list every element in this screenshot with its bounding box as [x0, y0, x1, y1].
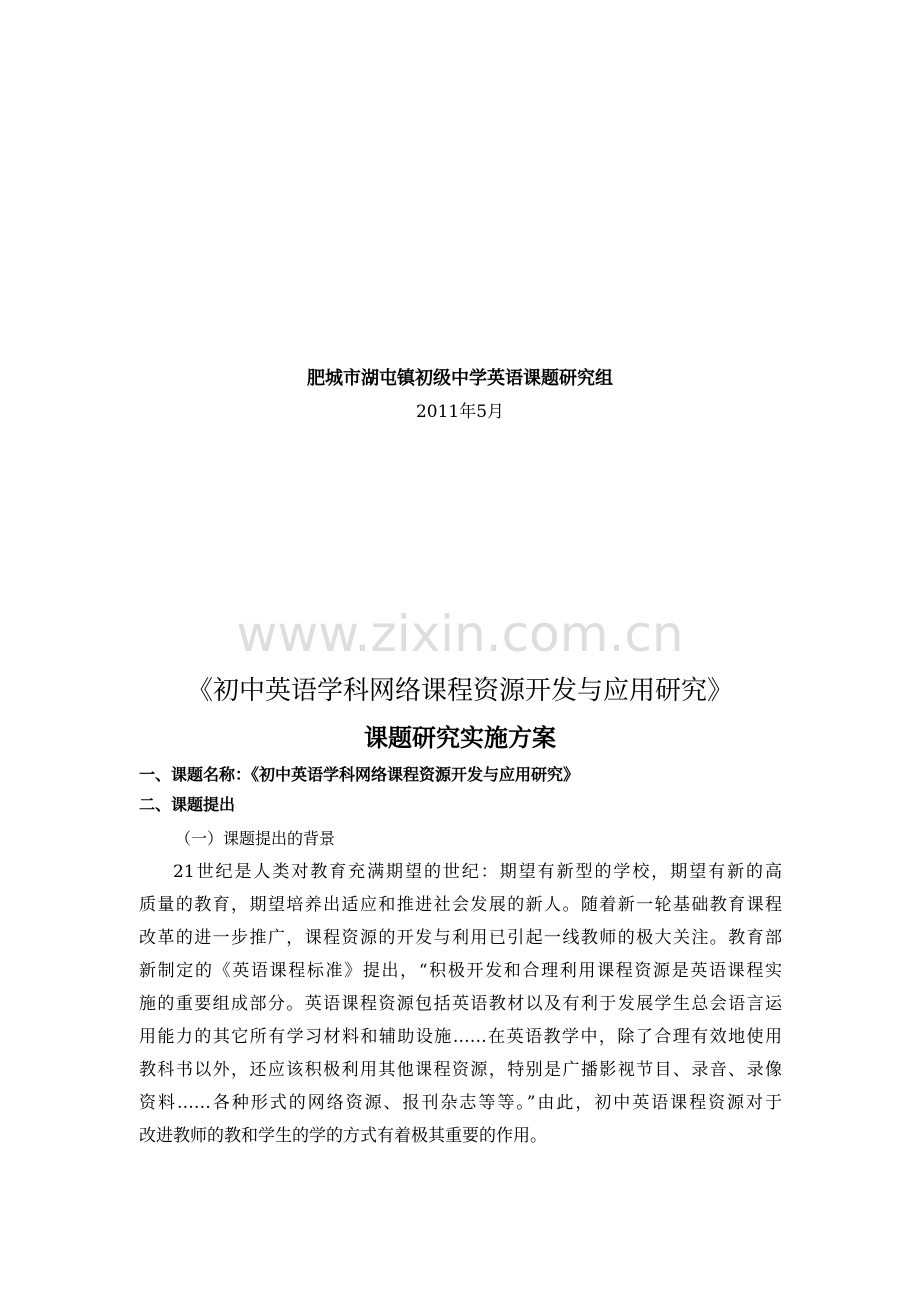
paragraph-line: 改革的进一步推广，课程资源的开发与利用已引起一线教师的极大关注。教育部	[139, 928, 782, 948]
paragraph-line: 质量的教育，期望培养出适应和推进社会发展的新人。随着新一轮基础教育课程	[139, 895, 782, 915]
section-heading-topic-proposal: 二、课题提出	[139, 795, 236, 814]
subsection-heading-background: （一）课题提出的背景	[175, 829, 336, 848]
paragraph-line: 施的重要组成部分。英语课程资源包括英语教材以及有利于发展学生总会语言运	[139, 994, 782, 1014]
paragraph-line: 新制定的《英语课程标准》提出，“积极开发和合理利用课程资源是英语课程实	[139, 961, 782, 981]
paragraph-line: 改进教师的教和学生的学的方式有着极其重要的作用。	[139, 1126, 547, 1146]
paragraph-line: 教科书以外，还应该积极利用其他课程资源，特别是广播影视节目、录音、录像	[139, 1060, 782, 1080]
paragraph-line: 21世纪是人类对教育充满期望的世纪：期望有新型的学校，期望有新的高	[173, 862, 782, 882]
document-subtitle: 课题研究实施方案	[364, 724, 556, 752]
document-title: 《初中英语学科网络课程资源开发与应用研究》	[186, 676, 733, 706]
cover-date: 2011年5月	[415, 402, 505, 422]
section-heading-topic-name: 一、课题名称：《初中英语学科网络课程资源开发与应用研究》	[139, 765, 580, 784]
cover-organization: 肥城市湖屯镇初级中学英语课题研究组	[307, 368, 613, 389]
paragraph-line: 用能力的其它所有学习材料和辅助设施……在英语教学中，除了合理有效地使用	[139, 1027, 782, 1047]
watermark: www.zixin.com.cn	[236, 605, 684, 663]
paragraph-line: 资料……各种形式的网络资源、报刊杂志等等。”由此，初中英语课程资源对于	[139, 1093, 782, 1113]
